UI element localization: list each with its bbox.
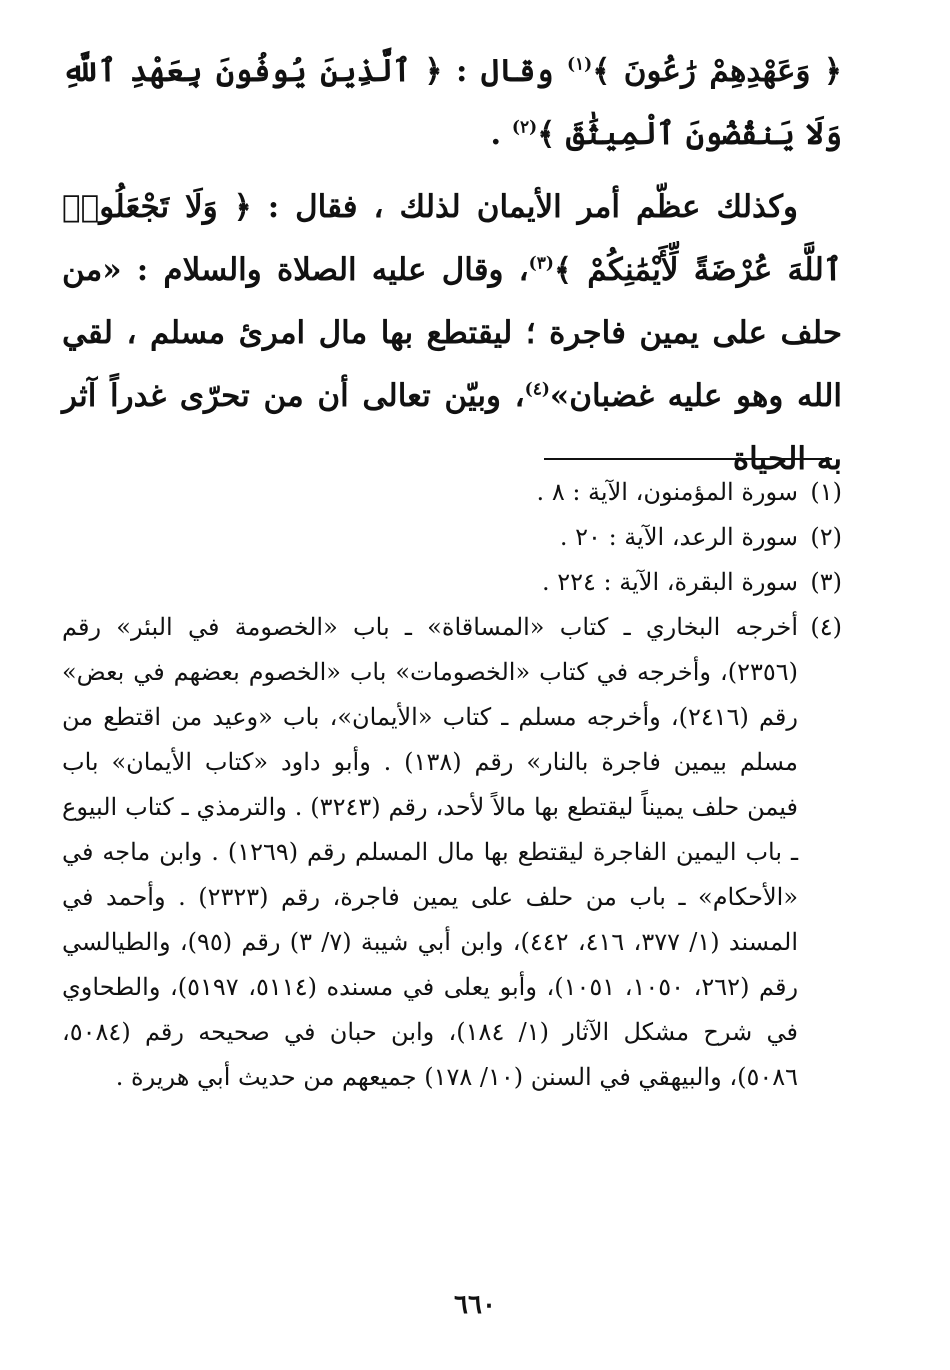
page-number: ٦٦٠ [454, 1290, 496, 1320]
paragraph-1 [62, 40, 842, 166]
body-text [62, 40, 842, 491]
footnote-number: (١) [810, 478, 842, 506]
footnote-ref-1: (١) [566, 54, 593, 75]
footnote-ref-4: (٤) [524, 379, 550, 400]
footnote-1 [62, 470, 842, 515]
footnote-number: (٢) [810, 523, 842, 551]
footnote-number: (٣) [810, 568, 842, 596]
footnote-text: أخرجه البخاري ـ كتاب «المساقاة» ـ باب «الخصومة في البئر» رقم (٢٣٥٦)، وأخرجه في كتاب «الخصومات» باب «الخصوم بعضهم في بعض» رقم (٢٤١٦)، وأخرجه مسلم ـ كتاب «الأيمان»، باب «وعيد من اقتطع من مسلم بيمين فاجرة بالنار» رقم (١٣٨) . وأبو داود «كتاب الأيمان» باب فيمن حلف يميناً ليقتطع بها مالاً لأحد، رقم (٣٢٤٣) . والترمذي ـ كتاب البيوع ـ باب اليمين الفاجرة ليقتطع بها مال المسلم رقم (١٢٦٩) . وابن ماجه في «الأحكام» ـ باب من حلف على يمين فاجرة، رقم (٢٣٢٣) . وأحمد في المسند (١/ ٣٧٧، ٤١٦، ٤٤٢)، وابن أبي شيبة (٧/ ٣) رقم (٩٥)، والطيالسي رقم (٢٦٢، ١٠٥٠، ١٠٥١)، وأبو يعلى في مسنده (٥١١٤، ٥١٩٧)، والطحاوي في شرح مشكل الآثار (١/ ١٨٤)، وابن حبان في صحيحه رقم (٥٠٨٤، ٥٠٨٦)، والبيهقي في السنن (١٠/ ١٧٨) جميعهم من حديث أبي هريرة . [62, 613, 799, 1091]
footnote-text: سورة الرعد، الآية : ٢٠ . [559, 523, 798, 551]
footnote-number: (٤) [810, 613, 842, 641]
main-text-block [62, 40, 842, 491]
quran-verse-3: ﴿ وَلَا تَجْعَلُوا۟ ٱللَّهَ عُرْضَةً لِّأَيْمَٰنِكُمْ ﴾ [62, 189, 842, 288]
footnote-ref-2: (٢) [511, 117, 538, 138]
paragraph-2 [62, 176, 842, 491]
hadith-quote: «من حلف على يمين فاجرة ؛ ليقتطع بها مال امرئ مسلم ، لقي الله وهو عليه غضبان» [62, 252, 843, 414]
footnote-text: سورة البقرة، الآية : ٢٢٤ . [541, 568, 798, 596]
footnote-4 [62, 605, 842, 1100]
footnotes-block [62, 470, 842, 1100]
quran-verse-1: ﴿ وَعَهْدِهِمْ رَٰعُونَ ﴾ [592, 53, 842, 89]
said-text: وقال : [456, 53, 554, 89]
footnote-text: سورة المؤمنون، الآية : ٨ . [536, 478, 798, 506]
footnote-2 [62, 515, 842, 560]
hadith-intro-text: ، وقال عليه الصلاة والسلام : [136, 252, 529, 288]
sentence-end-1: . [490, 116, 502, 152]
quran-verse-2: ﴿ ٱلَّذِينَ يُوفُونَ بِعَهْدِ ٱللَّهِ وَلَا يَنقُضُونَ ٱلْمِيثَٰقَ ﴾ [62, 53, 842, 152]
footnote-ref-3: (٣) [528, 253, 554, 274]
footnote-separator [544, 458, 832, 460]
footnote-3 [62, 560, 842, 605]
oath-intro-text: وكذلك عظّم أمر الأيمان لذلك ، فقال : [267, 189, 799, 225]
continuation-text: ، وبيّن تعالى أن من تحرّى غدراً آثر به الحياة [62, 378, 842, 477]
